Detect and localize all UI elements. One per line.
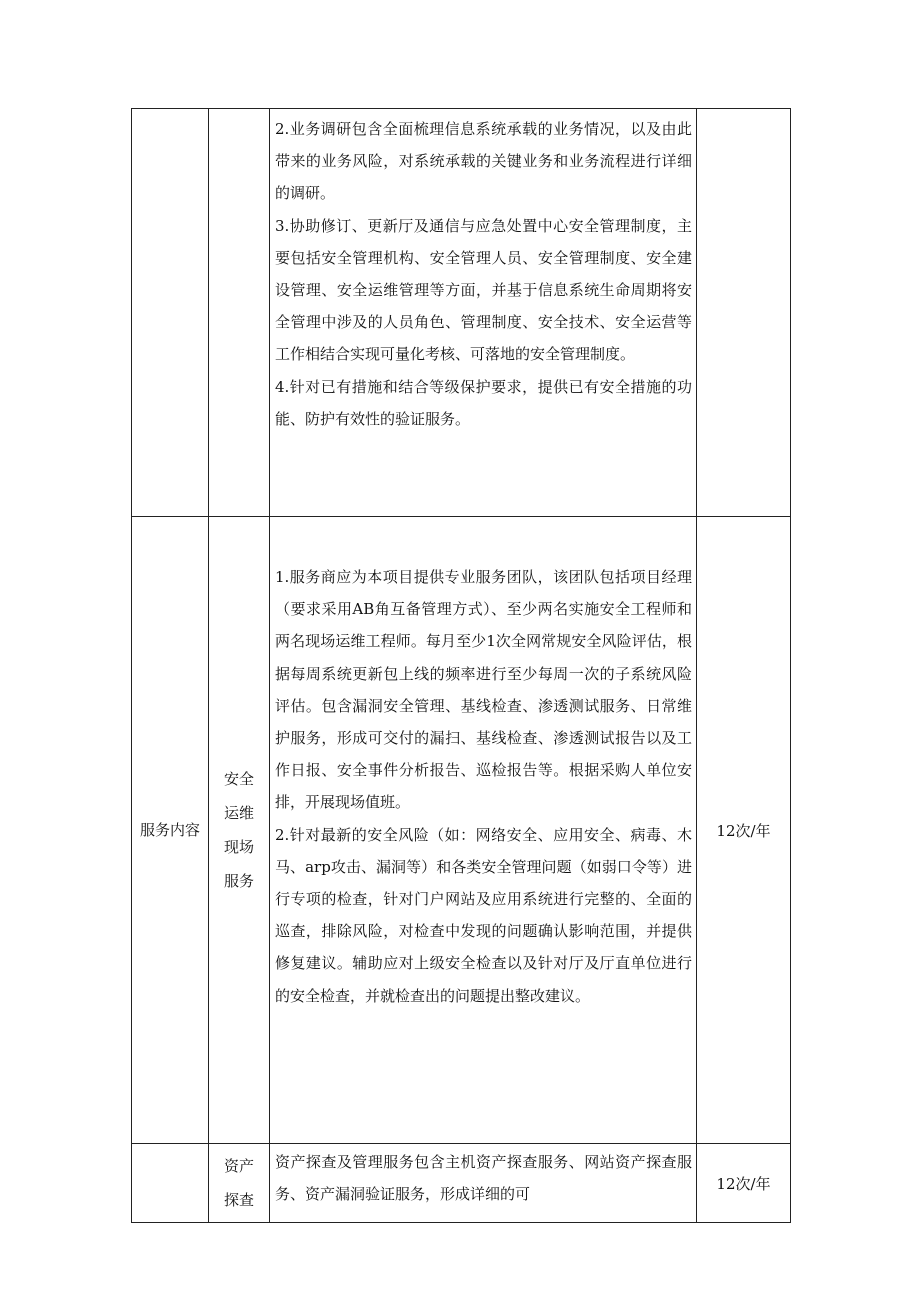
paragraph: 3.协助修订、更新厅及通信与应急处置中心安全管理制度，主要包括安全管理机构、安全管理人员、安全管理制度、安全建设管理、安全运维管理等方面，并基于信息系统生命周期将安全管理中涉及的人员角色、管理制度、安全技术、安全运营等工作相结合实现可量化考核、可落地的安全管理制度。 [275, 216, 692, 364]
subitem-cell [209, 109, 270, 517]
description-cell [270, 517, 697, 1144]
frequency-cell [697, 109, 791, 517]
service-table [131, 108, 791, 1223]
paragraph: 4.针对已有措施和结合等级保护要求，提供已有安全措施的功能、防护有效性的验证服务。 [275, 377, 692, 428]
category-cell [132, 109, 209, 517]
frequency-cell: 12次/年 [697, 517, 791, 1144]
paragraph: 1.服务商应为本项目提供专业服务团队，该团队包括项目经理（要求采用AB角互备管理方式）、至少两名实施安全工程师和两名现场运维工程师。每月至少1次全网常规安全风险评估，根据每周系统更新包上线的频率进行至少每周一次的子系统风险评估。包含漏洞安全管理、基线检查、渗透测试服务、日常维护服务，形成可交付的漏扫、基线检查、渗透测试报告以及工作日报、安全事件分析报告、巡检报告等。根据采购人单位安排，开展现场值班。 [275, 568, 692, 812]
table-row [132, 109, 791, 517]
table-row [132, 1144, 791, 1223]
description-cell [270, 109, 697, 517]
paragraph: 2.业务调研包含全面梳理信息系统承载的业务情况，以及由此带来的业务风险，对系统承载的关键业务和业务流程进行详细的调研。 [275, 120, 692, 203]
paragraph: 2.针对最新的安全风险（如：网络安全、应用安全、病毒、木马、arp攻击、漏洞等）和各类安全管理问题（如弱口令等）进行专项的检查，针对门户网站及应用系统进行完整的、全面的巡查，排除风险，对检查中发现的问题确认影响范围，并提供修复建议。辅助应对上级安全检查以及针对厅及厅直单位进行的安全检查，并就检查出的问题提出整改建议。 [275, 825, 692, 1005]
description-cell [270, 1144, 697, 1223]
table-row [132, 517, 791, 1144]
subitem-cell: 安全运维现场服务 [209, 517, 270, 1144]
paragraph: 资产探查及管理服务包含主机资产探查服务、网站资产探查服务、资产漏洞验证服务，形成详细的可 [275, 1153, 692, 1204]
category-cell [132, 1144, 209, 1223]
category-cell: 服务内容 [132, 517, 209, 1144]
frequency-cell: 12次/年 [697, 1144, 791, 1223]
subitem-cell: 资产探查 [209, 1144, 270, 1223]
